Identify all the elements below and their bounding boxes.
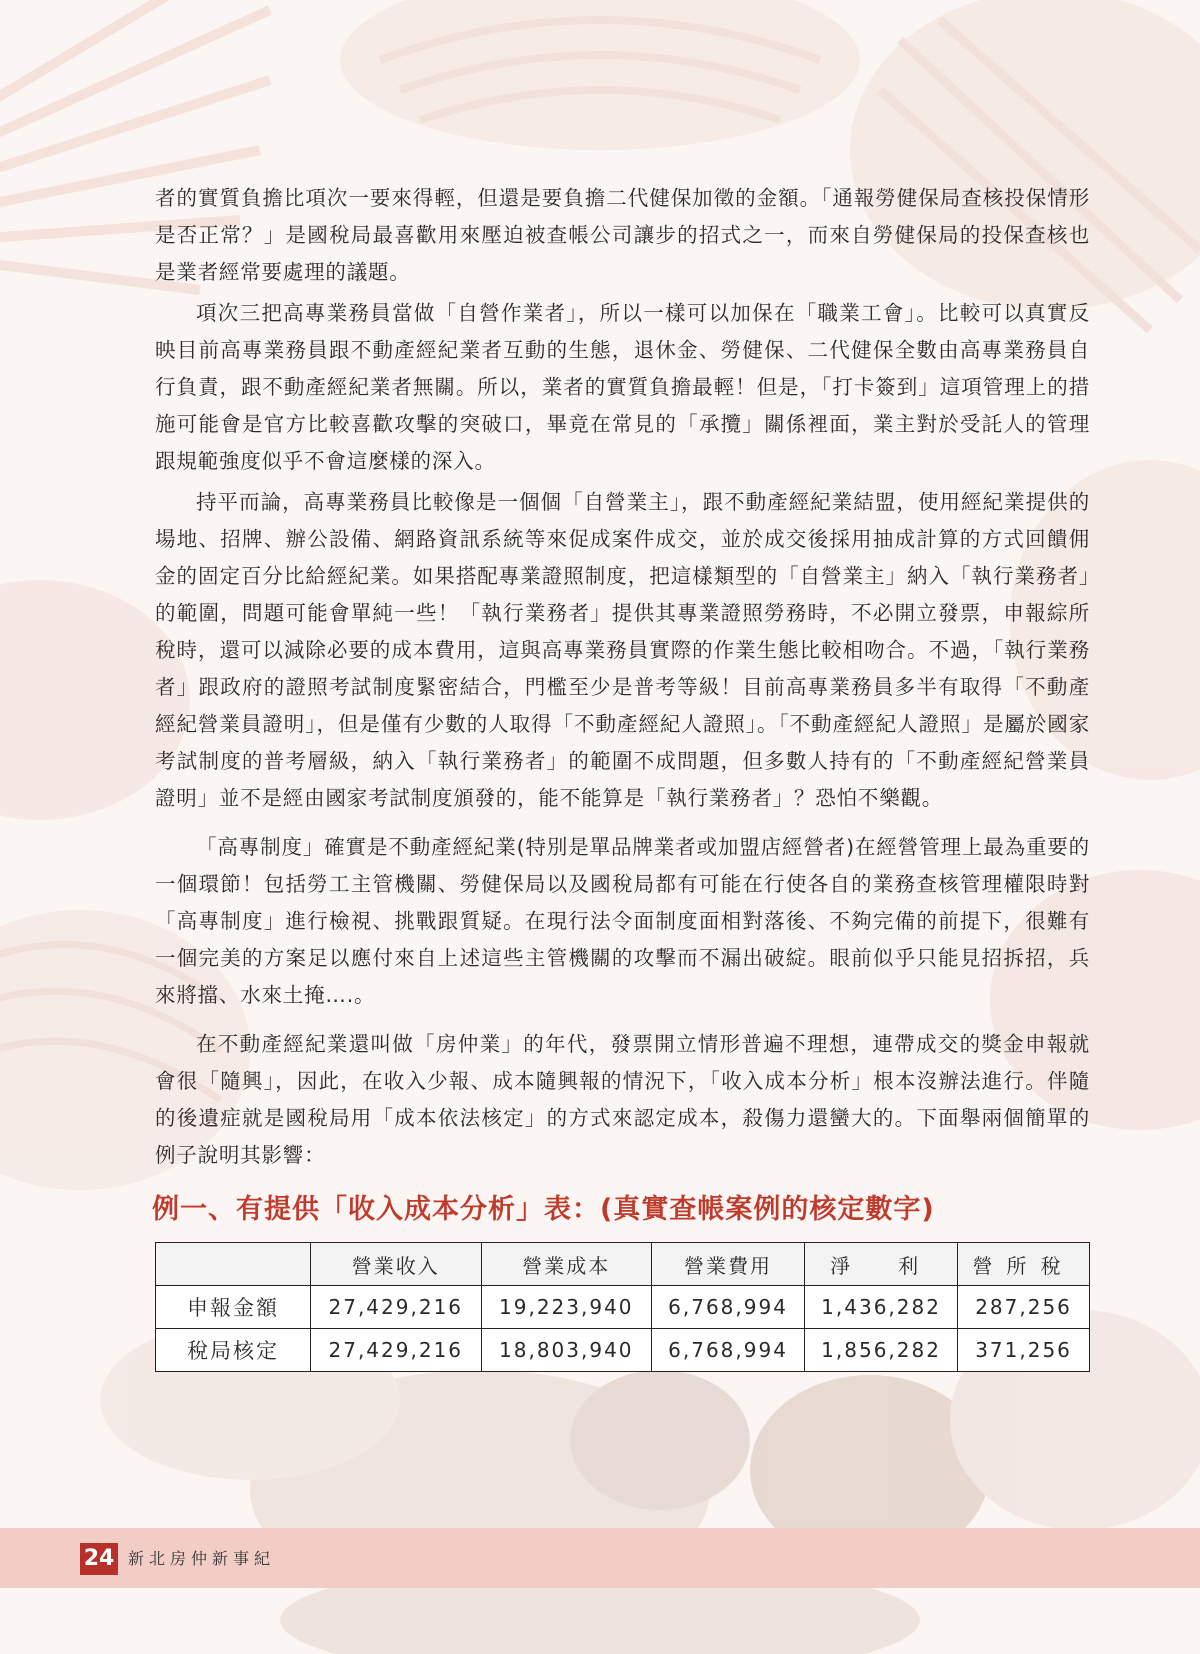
example-title: 例一、有提供「收入成本分析」表：(真實查帳案例的核定數字)	[152, 1194, 935, 1225]
paragraph-3: 持平而論，高專業務員比較像是一個個「自營業主」，跟不動產經紀業結盟，使用經紀業提供的場地、招牌、辦公設備、網路資訊系統等來促成案件成交，並於成交後採用抽成計算的方式回饋佣金的固定百分比給經紀業。如果搭配專業證照制度，把這樣類型的「自營業主」納入「執行業務者」的範圍，問題可能會單純一些！「執行業務者」提供其專業證照勞務時，不必開立發票，申報綜所稅時，還可以減除必要的成本費用，這與高專業務員實際的作業生態比較相吻合。不過，「執行業務者」跟政府的證照考試制度緊密結合，門檻至少是普考等級！目前高專業務員多半有取得「不動產經紀營業員證明」，但是僅有少數的人取得「不動產經紀人證照」。「不動產經紀人證照」是屬於國家考試制度的普考層級，納入「執行業務者」的範圍不成問題，但多數人持有的「不動產經紀營業員證明」並不是經由國家考試制度頒發的，能不能算是「執行業務者」？恐怕不樂觀。	[155, 490, 1090, 810]
table-header-row	[156, 1243, 1090, 1286]
table-cell: 19,223,940	[481, 1286, 652, 1329]
table-header-blank	[156, 1243, 311, 1286]
table-cell: 287,256	[958, 1286, 1090, 1329]
table-header-expense: 營業費用	[652, 1243, 805, 1286]
article-body	[152, 180, 1090, 1372]
row-label: 稅局核定	[156, 1329, 311, 1372]
table-cell: 27,429,216	[311, 1329, 482, 1372]
table-header-net-profit: 淨 利	[805, 1243, 958, 1286]
table-cell: 1,436,282	[805, 1286, 958, 1329]
table-cell: 6,768,994	[652, 1329, 805, 1372]
row-label: 申報金額	[156, 1286, 311, 1329]
income-cost-table	[155, 1242, 1090, 1372]
table-header-revenue: 營業收入	[311, 1243, 482, 1286]
page-number: 24	[80, 1543, 118, 1575]
paragraph-2: 項次三把高專業務員當做「自營作業者」，所以一樣可以加保在「職業工會」。比較可以真實反映目前高專業務員跟不動產經紀業者互動的生態，退休金、勞健保、二代健保全數由高專業務員自行負責，跟不動產經紀業者無關。所以，業者的實質負擔最輕！但是，「打卡簽到」這項管理上的措施可能會是官方比較喜歡攻擊的突破口，畢竟在常見的「承攬」關係裡面，業主對於受託人的管理跟規範強度似乎不會這麼樣的深入。	[155, 301, 1090, 473]
table-cell: 371,256	[958, 1329, 1090, 1372]
magazine-title: 新北房仲新事紀	[128, 1549, 276, 1568]
paragraph-5: 在不動產經紀業還叫做「房仲業」的年代，發票開立情形普遍不理想，連帶成交的獎金申報就會很「隨興」，因此，在收入少報、成本隨興報的情況下，「收入成本分析」根本沒辦法進行。伴隨的後遺症就是國稅局用「成本依法核定」的方式來認定成本，殺傷力還蠻大的。下面舉兩個簡單的例子說明其影響：	[155, 1032, 1090, 1167]
table-cell: 6,768,994	[652, 1286, 805, 1329]
table-row	[156, 1286, 1090, 1329]
paragraph-1: 者的實質負擔比項次一要來得輕，但還是要負擔二代健保加徵的金額。「通報勞健保局查核投保情形是否正常？」是國稅局最喜歡用來壓迫被查帳公司讓步的招式之一，而來自勞健保局的投保查核也是業者經常要處理的議題。	[155, 186, 1090, 284]
table-cell: 1,856,282	[805, 1329, 958, 1372]
table-row	[156, 1329, 1090, 1372]
table-cell: 18,803,940	[481, 1329, 652, 1372]
table-header-cost: 營業成本	[481, 1243, 652, 1286]
table-cell: 27,429,216	[311, 1286, 482, 1329]
table-header-income-tax: 營所稅	[958, 1243, 1090, 1286]
paragraph-4: 「高專制度」確實是不動產經紀業(特別是單品牌業者或加盟店經營者)在經營管理上最為重要的一個環節！包括勞工主管機關、勞健保局以及國稅局都有可能在行使各自的業務查核管理權限時對「高專制度」進行檢視、挑戰跟質疑。在現行法令面制度面相對落後、不夠完備的前提下，很難有一個完美的方案足以應付來自上述這些主管機關的攻擊而不漏出破綻。眼前似乎只能見招拆招，兵來將擋、水來土掩….。	[155, 835, 1090, 1007]
